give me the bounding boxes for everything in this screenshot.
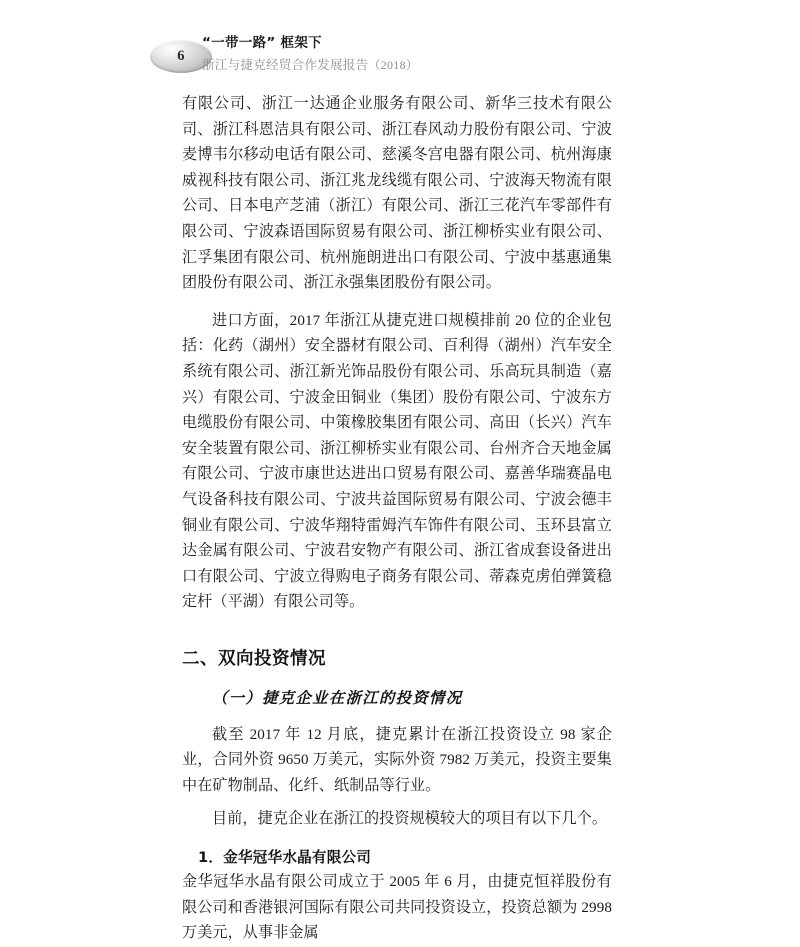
item-heading-jinhua-guanhua-crystal: 1．金华冠华水晶有限公司 — [198, 849, 372, 867]
paragraph-wrap-import — [182, 309, 612, 616]
sub-heading-wrap — [182, 686, 612, 711]
paragraph-investment-statistics: 截至 2017 年 12 月底，捷克累计在浙江投资设立 98 家企业，合同外资 9650 万美元，实际外资 7982 万美元，投资主要集中在矿物制品、化纤、纸制品等行业。 — [182, 726, 612, 795]
body-text-column — [182, 92, 612, 947]
header-title-block — [202, 34, 418, 75]
header-title-sub-year: （2018） — [368, 58, 419, 72]
header-title-main: “一带一路” 框架下 — [202, 35, 322, 51]
header-title-sub — [202, 55, 418, 75]
sub-heading-czech-investment-in-zhejiang: （一）捷克企业在浙江的投资情况 — [212, 688, 463, 707]
section-heading-two-way-investment: 二、双向投资情况 — [182, 648, 326, 669]
paragraph-wrap-stats — [182, 723, 612, 800]
section-heading-wrap — [182, 646, 612, 672]
item-heading-wrap — [182, 845, 612, 870]
paragraph-enterprise-list-import: 进口方面，2017 年浙江从捷克进口规模排前 20 位的企业包括：化药（湖州）安全器材有限公司、百利得（湖州）汽车安全系统有限公司、浙江新光饰品股份有限公司、乐高玩具制造（嘉兴）有限公司、宁波金田铜业（集团）股份有限公司、宁波东方电缆股份有限公司、中策橡胶集团有限公司、高田（长兴）汽车安全装置有限公司、浙江柳桥实业有限公司、台州齐合天地金属有限公司、宁波市康世达进出口贸易有限公司、嘉善华瑞赛晶电气设备科技有限公司、宁波共益国际贸易有限公司、宁波会德丰铜业有限公司、宁波华翔特雷姆汽车饰件有限公司、玉环县富立达金属有限公司、宁波君安物产有限公司、浙江省成套设备进出口有限公司、宁波立得购电子商务有限公司、蒂森克虏伯弹簧稳定杆（平湖）有限公司等。 — [182, 312, 612, 611]
header-title-sub-text: 浙江与捷克经贸合作发展报告 — [202, 57, 369, 72]
paragraph-jinhua-guanhua-detail: 金华冠华水晶有限公司成立于 2005 年 6 月，由捷克恒祥股份有限公司和香港银河国际有限公司共同投资设立，投资总额为 2998 万美元，从事非金属 — [182, 874, 612, 942]
page-number: 6 — [177, 47, 185, 64]
running-header — [150, 34, 620, 80]
paragraph-major-projects-intro: 目前，捷克企业在浙江的投资规模较大的项目有以下几个。 — [212, 810, 608, 827]
paragraph-enterprise-list-export: 有限公司、浙江一达通企业服务有限公司、新华三技术有限公司、浙江科恩洁具有限公司、浙江春风动力股份有限公司、宁波麦博韦尔移动电话有限公司、慈溪冬宫电器有限公司、杭州海康威视科技有限公司、浙江兆龙线缆有限公司、宁波海天物流有限公司、日本电产芝浦（浙江）有限公司、浙江三花汽车零部件有限公司、宁波森语国际贸易有限公司、浙江柳桥实业有限公司、汇孚集团有限公司、杭州施朗进出口有限公司、宁波中基惠通集团股份有限公司、浙江永强集团股份有限公司。 — [182, 96, 612, 292]
